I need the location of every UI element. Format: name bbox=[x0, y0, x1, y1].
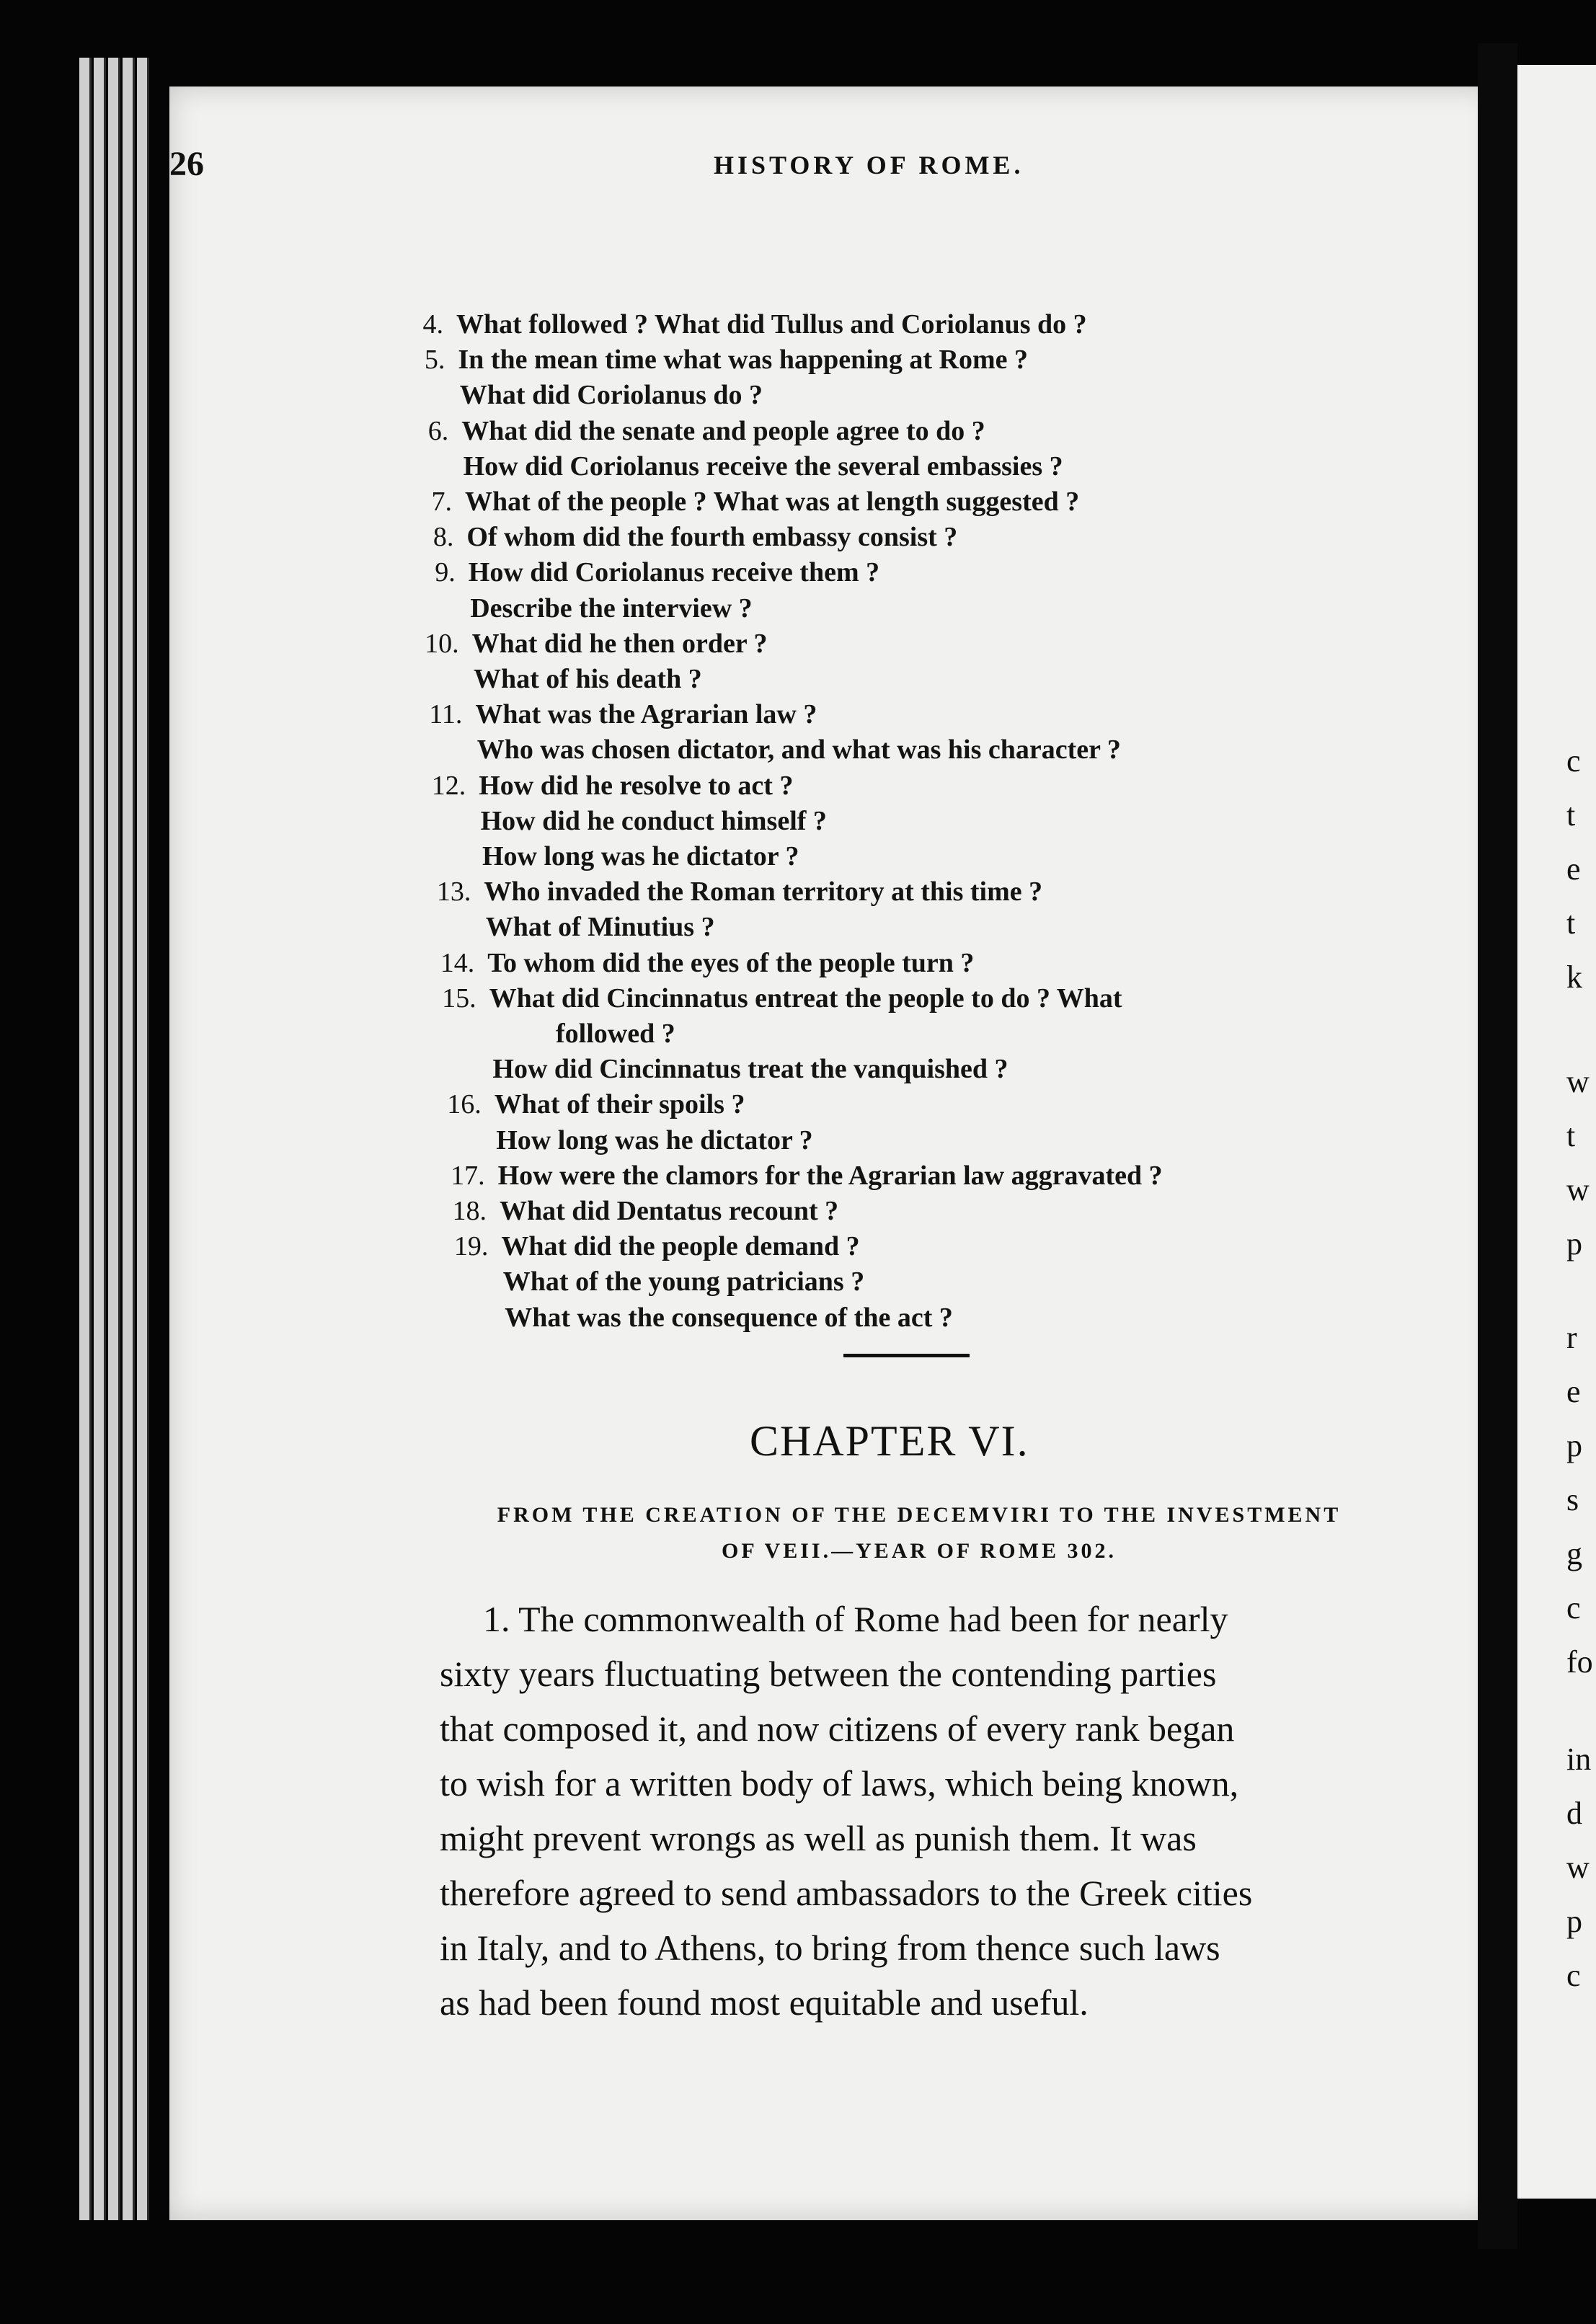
question-text: What followed ? What did Tullus and Coriolanus do ? bbox=[456, 309, 1087, 340]
question-text: How did Coriolanus receive the several embassies ? bbox=[463, 451, 1063, 482]
body-line: as had been found most equitable and useful. bbox=[440, 1982, 1089, 2023]
question-line bbox=[393, 309, 1087, 340]
question-number: 5. bbox=[424, 345, 445, 376]
question-number: 10. bbox=[425, 628, 459, 659]
facing-page-letter: t bbox=[1566, 797, 1576, 833]
facing-page-letter: p bbox=[1566, 1428, 1582, 1463]
question-line bbox=[429, 1053, 1008, 1085]
question-number: 17. bbox=[451, 1160, 485, 1191]
question-number: 15. bbox=[442, 983, 476, 1014]
body-line: 1. The commonwealth of Rome had been for nearly bbox=[483, 1599, 1228, 1639]
question-text: How did he conduct himself ? bbox=[480, 805, 827, 836]
question-text: How did Coriolanus receive them ? bbox=[468, 557, 880, 588]
question-line bbox=[435, 1160, 1163, 1192]
question-line bbox=[427, 1018, 675, 1050]
question-text: How did Cincinnatus treat the vanquished ? bbox=[492, 1054, 1008, 1085]
question-line bbox=[417, 805, 827, 837]
question-number: 7. bbox=[431, 487, 452, 517]
section-divider bbox=[843, 1354, 970, 1357]
question-number: 18. bbox=[452, 1196, 487, 1226]
question-number: 16. bbox=[447, 1089, 482, 1120]
question-line bbox=[422, 911, 715, 943]
question-line bbox=[409, 628, 768, 660]
body-line: in Italy, and to Athens, to bring from thence such laws bbox=[440, 1928, 1220, 1968]
question-line bbox=[438, 1230, 859, 1262]
question-line bbox=[400, 451, 1063, 482]
chapter-title: CHAPTER VI. bbox=[750, 1417, 1029, 1465]
facing-page-letter: fo bbox=[1566, 1644, 1593, 1680]
question-text: Of whom did the fourth embassy consist ? bbox=[466, 522, 958, 553]
question-number: 6. bbox=[427, 415, 449, 446]
question-line bbox=[403, 521, 957, 553]
question-text: How were the clamors for the Agrarian law aggravated ? bbox=[497, 1160, 1163, 1191]
body-line: sixty years fluctuating between the contending parties bbox=[440, 1654, 1217, 1694]
question-text: Who was chosen dictator, and what was his character ? bbox=[476, 735, 1121, 766]
question-line bbox=[419, 841, 799, 872]
question-line bbox=[441, 1302, 953, 1334]
question-number: 4. bbox=[422, 309, 443, 340]
question-text: What did the senate and people agree to do ? bbox=[461, 415, 985, 446]
facing-page-letter: k bbox=[1566, 959, 1582, 995]
facing-page-letter: r bbox=[1566, 1320, 1577, 1355]
question-line bbox=[414, 734, 1121, 766]
question-line bbox=[405, 556, 879, 588]
question-text: In the mean time what was happening at Rome ? bbox=[458, 345, 1029, 376]
question-text: Who invaded the Roman territory at this time ? bbox=[484, 877, 1043, 908]
facing-page-letter: p bbox=[1566, 1226, 1582, 1261]
question-line bbox=[424, 947, 974, 979]
body-line: might prevent wrongs as well as punish them. It was bbox=[440, 1818, 1197, 1858]
question-text: followed ? bbox=[556, 1019, 675, 1049]
facing-page-letter: t bbox=[1566, 905, 1576, 941]
question-number: 9. bbox=[435, 557, 456, 588]
question-text: Describe the interview ? bbox=[470, 593, 753, 624]
chapter-subtitle-line1: FROM THE CREATION OF THE DECEMVIRI TO THE INVESTMENT bbox=[497, 1503, 1342, 1527]
question-number: 11. bbox=[429, 699, 463, 730]
question-line bbox=[398, 415, 985, 447]
question-line bbox=[394, 344, 1028, 376]
running-head: HISTORY OF ROME. bbox=[714, 151, 1024, 179]
facing-page-letter: c bbox=[1566, 743, 1581, 779]
question-line bbox=[440, 1266, 864, 1298]
question-text: What did Coriolanus do ? bbox=[459, 380, 763, 411]
question-text: What did Dentatus recount ? bbox=[500, 1196, 839, 1226]
body-line: that composed it, and now citizens of every rank began bbox=[440, 1708, 1235, 1749]
facing-page-letter: p bbox=[1566, 1904, 1582, 1939]
facing-page-letter: d bbox=[1566, 1796, 1582, 1831]
facing-page-letter: w bbox=[1566, 1850, 1590, 1885]
question-text: To whom did the eyes of the people turn ? bbox=[487, 947, 975, 978]
facing-page-letter: e bbox=[1566, 1374, 1581, 1409]
question-number: 13. bbox=[436, 877, 471, 908]
question-text: What was the consequence of the act ? bbox=[505, 1302, 953, 1333]
question-number: 12. bbox=[431, 770, 466, 801]
facing-page-letter: e bbox=[1566, 851, 1581, 887]
facing-page-letter: g bbox=[1566, 1536, 1582, 1571]
question-line bbox=[433, 1125, 812, 1156]
question-line bbox=[420, 876, 1042, 908]
chapter-subtitle-line2: OF VEII.—YEAR OF ROME 302. bbox=[722, 1539, 1117, 1563]
question-line bbox=[396, 379, 763, 411]
question-line bbox=[415, 770, 793, 802]
question-text: What of the people ? What was at length suggested ? bbox=[465, 487, 1080, 517]
question-text: How did he resolve to act ? bbox=[479, 770, 794, 801]
question-text: What of Minutius ? bbox=[485, 912, 715, 943]
facing-page-letter: w bbox=[1566, 1172, 1590, 1207]
question-text: What was the Agrarian law ? bbox=[475, 699, 817, 730]
question-line bbox=[431, 1088, 745, 1120]
facing-page-letter: in bbox=[1566, 1742, 1592, 1777]
facing-page-letter: t bbox=[1566, 1118, 1576, 1153]
question-text: What did Cincinnatus entreat the people to do ? What bbox=[489, 983, 1122, 1014]
question-text: How long was he dictator ? bbox=[496, 1125, 813, 1156]
page-number: 26 bbox=[169, 145, 204, 183]
question-line bbox=[410, 663, 702, 695]
question-line bbox=[412, 698, 817, 730]
question-text: What did the people demand ? bbox=[501, 1231, 860, 1262]
body-line: to wish for a written body of laws, which being known, bbox=[440, 1763, 1239, 1804]
question-number: 14. bbox=[440, 947, 475, 978]
question-number: 8. bbox=[433, 522, 454, 553]
question-text: What of their spoils ? bbox=[494, 1089, 745, 1120]
question-line bbox=[436, 1195, 838, 1227]
question-text: How long was he dictator ? bbox=[482, 841, 799, 872]
facing-page-letter: s bbox=[1566, 1482, 1579, 1517]
question-line bbox=[407, 593, 753, 624]
question-line bbox=[402, 486, 1079, 518]
question-text: What did he then order ? bbox=[471, 628, 768, 659]
question-line bbox=[426, 983, 1122, 1014]
facing-page-letter: w bbox=[1566, 1064, 1590, 1099]
facing-page-letter: c bbox=[1566, 1590, 1581, 1626]
question-number: 19. bbox=[453, 1231, 489, 1262]
body-line: therefore agreed to send ambassadors to the Greek cities bbox=[440, 1873, 1253, 1913]
question-text: What of the young patricians ? bbox=[502, 1267, 865, 1298]
facing-page-letter: c bbox=[1566, 1958, 1581, 1993]
question-text: What of his death ? bbox=[474, 664, 702, 694]
